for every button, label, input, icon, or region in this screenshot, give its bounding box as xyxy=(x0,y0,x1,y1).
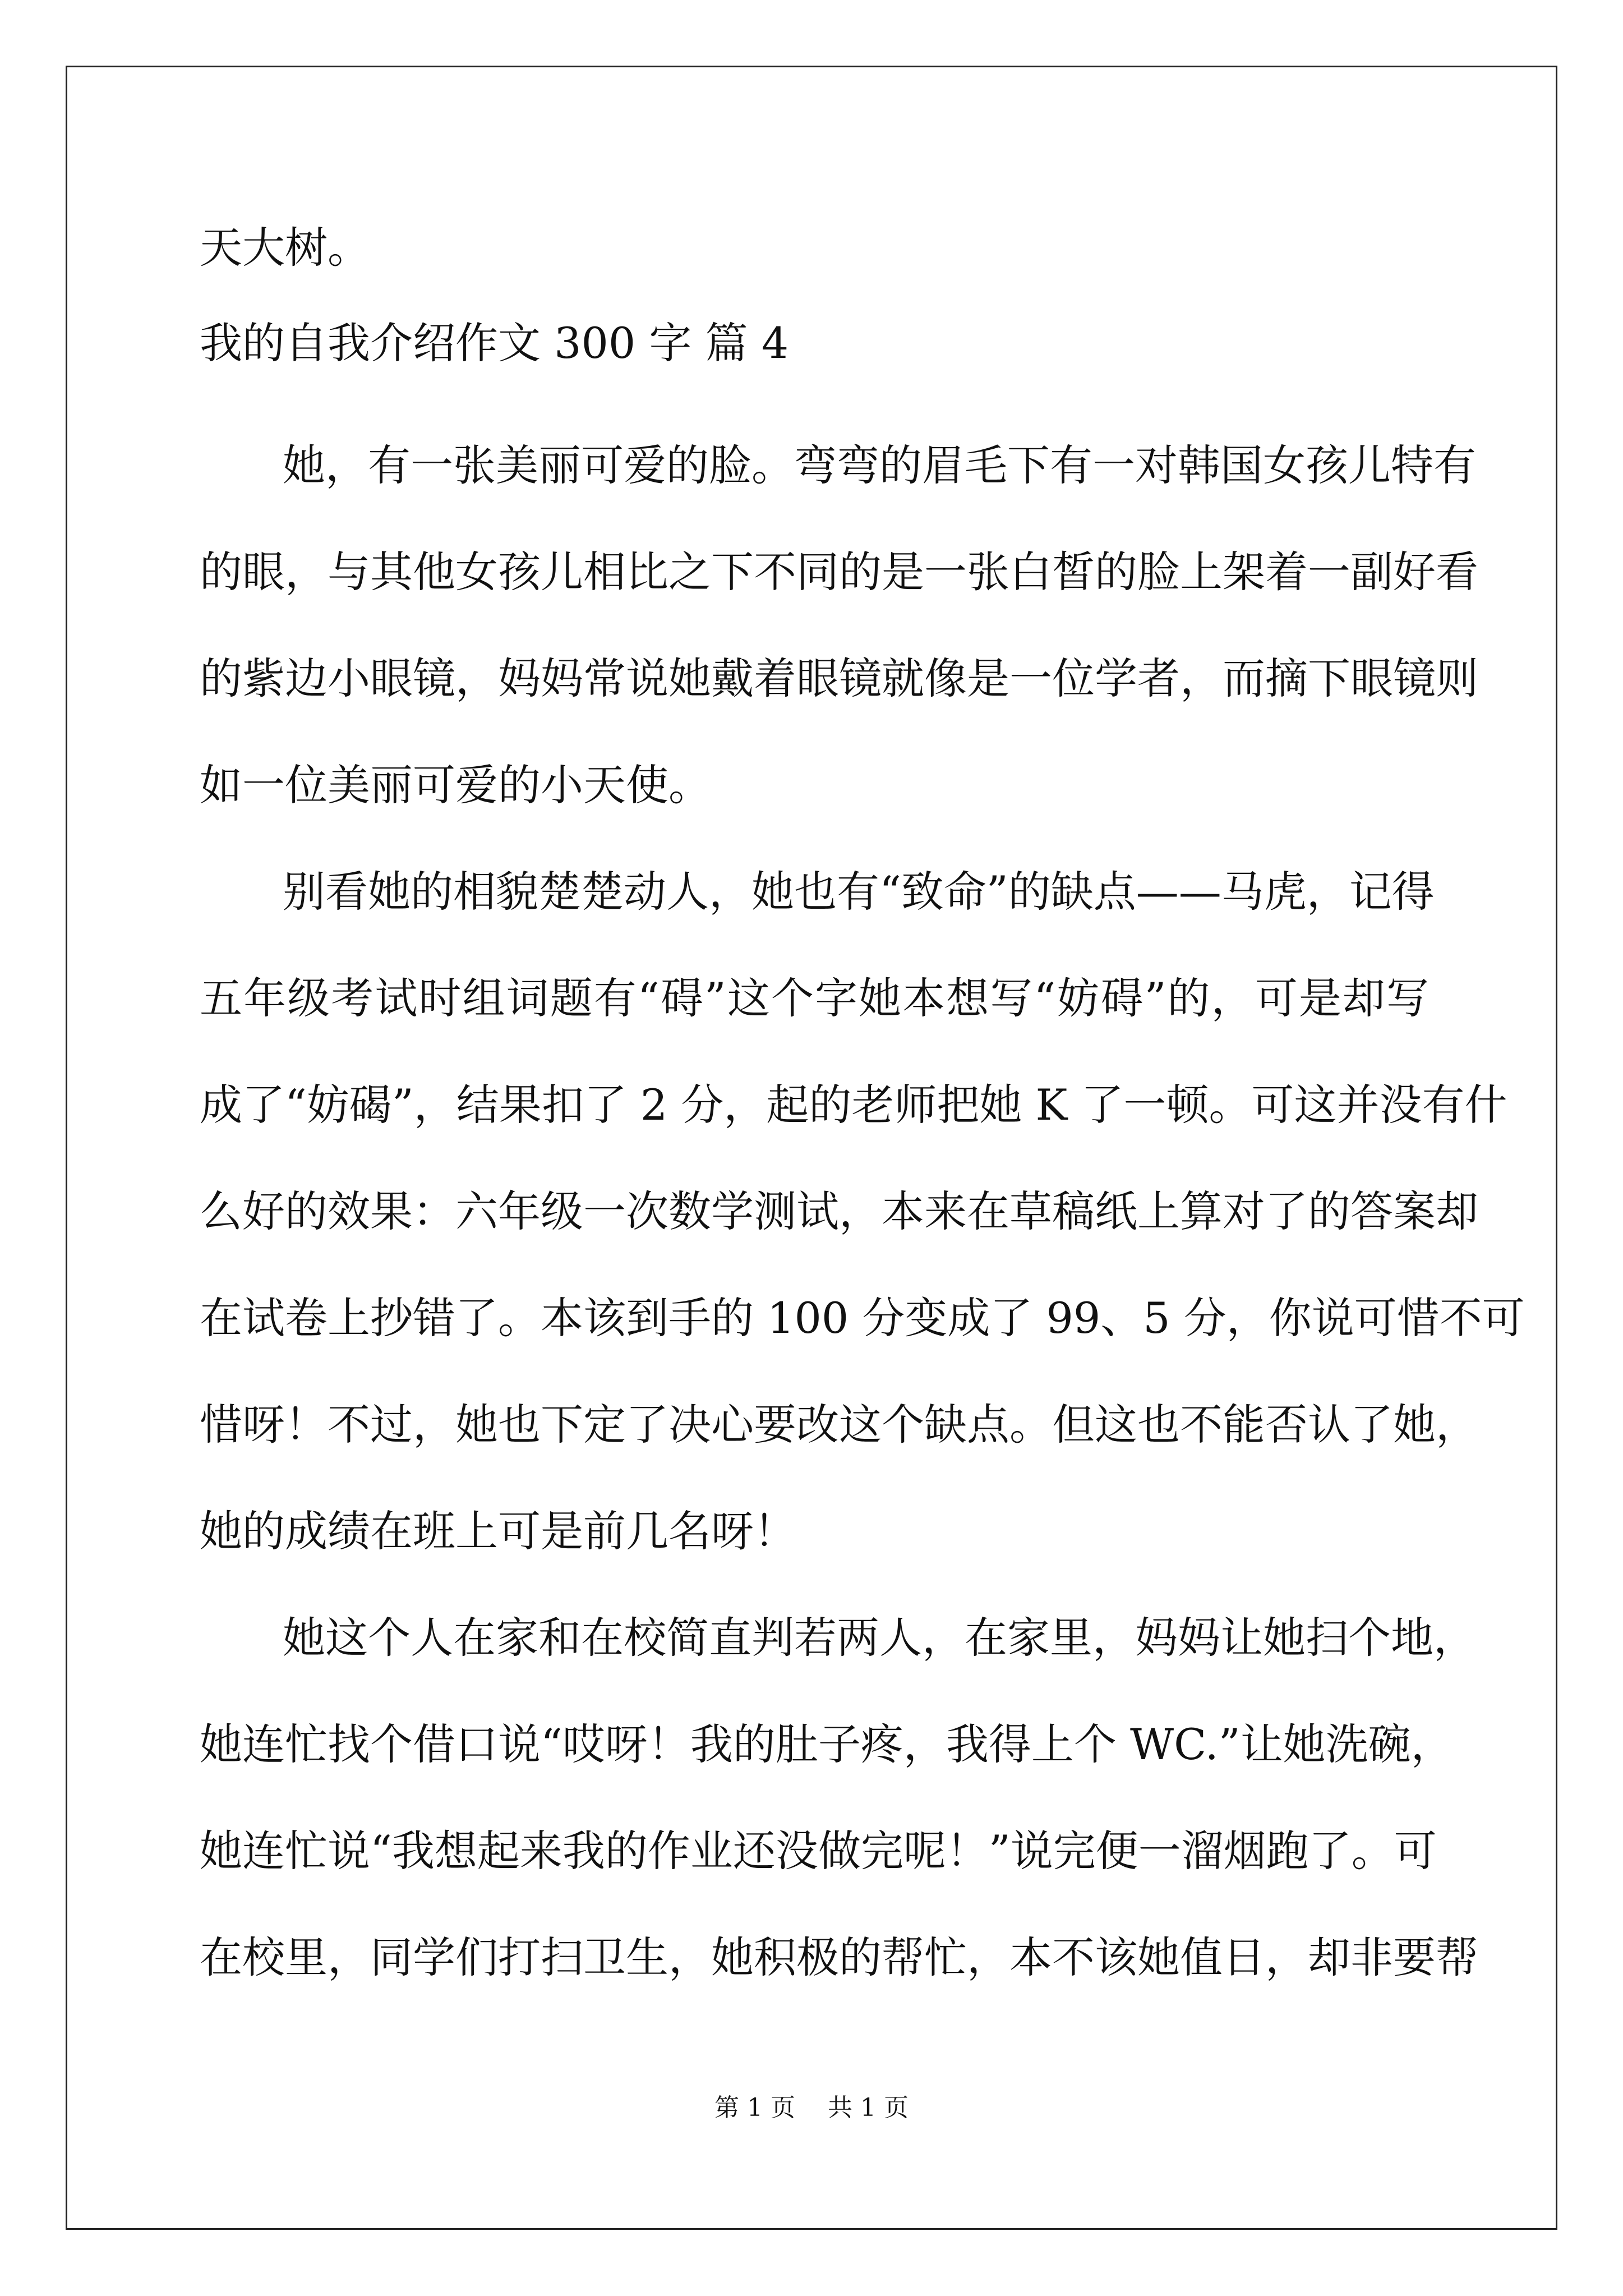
paragraph-line: 惜呀！不过，她也下定了决心要改这个缺点。但这也不能否认了她， xyxy=(200,1400,1478,1450)
text-line: 天大树。 xyxy=(200,223,370,273)
paragraph-line: 她这个人在家和在校简直判若两人，在家里，妈妈让她扫个地， xyxy=(283,1613,1476,1663)
section-heading: 我的自我介绍作文 300 字 篇 4 xyxy=(200,318,789,368)
page-number: 第 1 页 xyxy=(714,2093,795,2122)
paragraph-line: 成了“妨碣”，结果扣了 2 分，起的老师把她 K 了一顿。可这并没有什 xyxy=(200,1080,1507,1130)
paragraph-line: 的眼，与其他女孩儿相比之下不同的是一张白皙的脸上架着一副好看 xyxy=(200,547,1478,597)
paragraph-line: 她连忙说“我想起来我的作业还没做完呢！”说完便一溜烟跑了。可 xyxy=(200,1826,1437,1876)
paragraph-line: 么好的效果：六年级一次数学测试，本来在草稿纸上算对了的答案却 xyxy=(200,1186,1478,1236)
paragraph-line: 她的成绩在班上可是前几名呀！ xyxy=(200,1506,796,1556)
page-total: 共 1 页 xyxy=(828,2093,909,2122)
paragraph-line: 的紫边小眼镜，妈妈常说她戴着眼镜就像是一位学者，而摘下眼镜则 xyxy=(200,654,1478,703)
page-border xyxy=(66,66,1557,2230)
paragraph-line: 在校里，同学们打扫卫生，她积极的帮忙，本不该她值日，却非要帮 xyxy=(200,1932,1478,1982)
paragraph-line: 她，有一张美丽可爱的脸。弯弯的眉毛下有一对韩国女孩儿特有 xyxy=(283,440,1476,490)
paragraph-line: 别看她的相貌楚楚动人，她也有“致命”的缺点——马虎，记得 xyxy=(283,867,1435,917)
paragraph-line: 在试卷上抄错了。本该到手的 100 分变成了 99、5 分，你说可惜不可 xyxy=(200,1293,1525,1343)
page-footer xyxy=(0,2091,1623,2125)
paragraph-line: 五年级考试时组词题有“碍”这个字她本想写“妨碍”的，可是却写 xyxy=(200,973,1429,1023)
paragraph-line: 她连忙找个借口说“哎呀！我的肚子疼，我得上个 WC.”让她洗碗， xyxy=(200,1719,1454,1769)
paragraph-line: 如一位美丽可爱的小天使。 xyxy=(200,760,711,810)
